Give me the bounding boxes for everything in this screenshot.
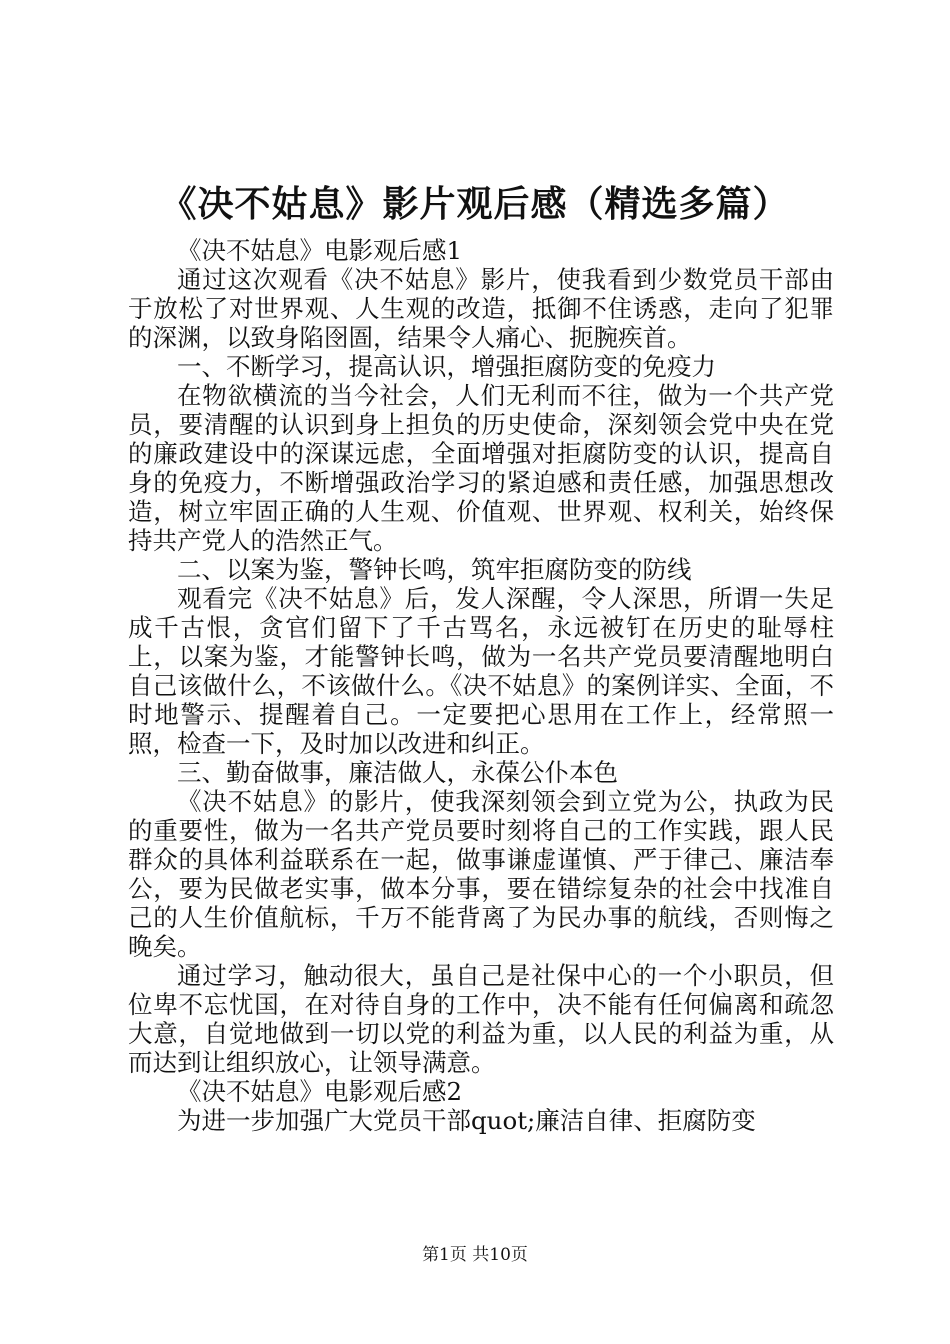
subsection-heading: 一、不断学习，提高认识，增强拒腐防变的免疫力	[177, 352, 716, 381]
document-title: 《决不姑息》影片观后感（精选多篇）	[160, 183, 790, 225]
page-footer: 第1页 共10页	[422, 1245, 528, 1265]
section-heading: 《决不姑息》电影观后感2	[177, 1077, 463, 1106]
body-paragraph: 观看完《决不姑息》后，发人深醒，令人深思，所谓一失足成千古恨，贪官们留下了千古骂名，永远被钉在历史的耻辱柱上，以案为鉴，才能警钟长鸣，做为一名共产党员要清醒地明白自己该做什么，不该做什么。《决不姑息》的案例详实、全面，不时地警示、提醒着自己。一定要把心思用在工作上，经常照一照，检查一下，及时加以改进和纠正。	[128, 584, 834, 758]
section-heading: 《决不姑息》电影观后感1	[177, 236, 463, 265]
subsection-heading: 二、以案为鉴，警钟长鸣，筑牢拒腐防变的防线	[177, 555, 692, 584]
body-paragraph: 《决不姑息》的影片，使我深刻领会到立党为公，执政为民的重要性，做为一名共产党员要时刻将自己的工作实践，跟人民群众的具体利益联系在一起，做事谦虚谨慎、严于律己、廉洁奉公，要为民做老实事，做本分事，要在错综复杂的社会中找准自己的人生价值航标，千万不能背离了为民办事的航线，否则悔之晚矣。	[128, 787, 834, 961]
document-body	[128, 236, 834, 1135]
body-paragraph: 在物欲横流的当今社会，人们无利而不往，做为一个共产党员，要清醒的认识到身上担负的历史使命，深刻领会党中央在党的廉政建设中的深谋远虑，全面增强对拒腐防变的认识，提高自身的免疫力，不断增强政治学习的紧迫感和责任感，加强思想改造，树立牢固正确的人生观、价值观、世界观、权利关，始终保持共产党人的浩然正气。	[128, 381, 834, 555]
body-paragraph: 通过这次观看《决不姑息》影片，使我看到少数党员干部由于放松了对世界观、人生观的改造，抵御不住诱惑，走向了犯罪的深渊，以致身陷囹圄，结果令人痛心、扼腕疾首。	[128, 265, 834, 352]
subsection-heading: 三、勤奋做事，廉洁做人，永葆公仆本色	[177, 758, 618, 787]
body-paragraph: 为进一步加强广大党员干部quot;廉洁自律、拒腐防变	[177, 1106, 756, 1135]
body-paragraph: 通过学习，触动很大，虽自己是社保中心的一个小职员，但位卑不忘忧国，在对待自身的工作中，决不能有任何偏离和疏忽大意，自觉地做到一切以党的利益为重，以人民的利益为重，从而达到让组织放心，让领导满意。	[128, 961, 834, 1077]
